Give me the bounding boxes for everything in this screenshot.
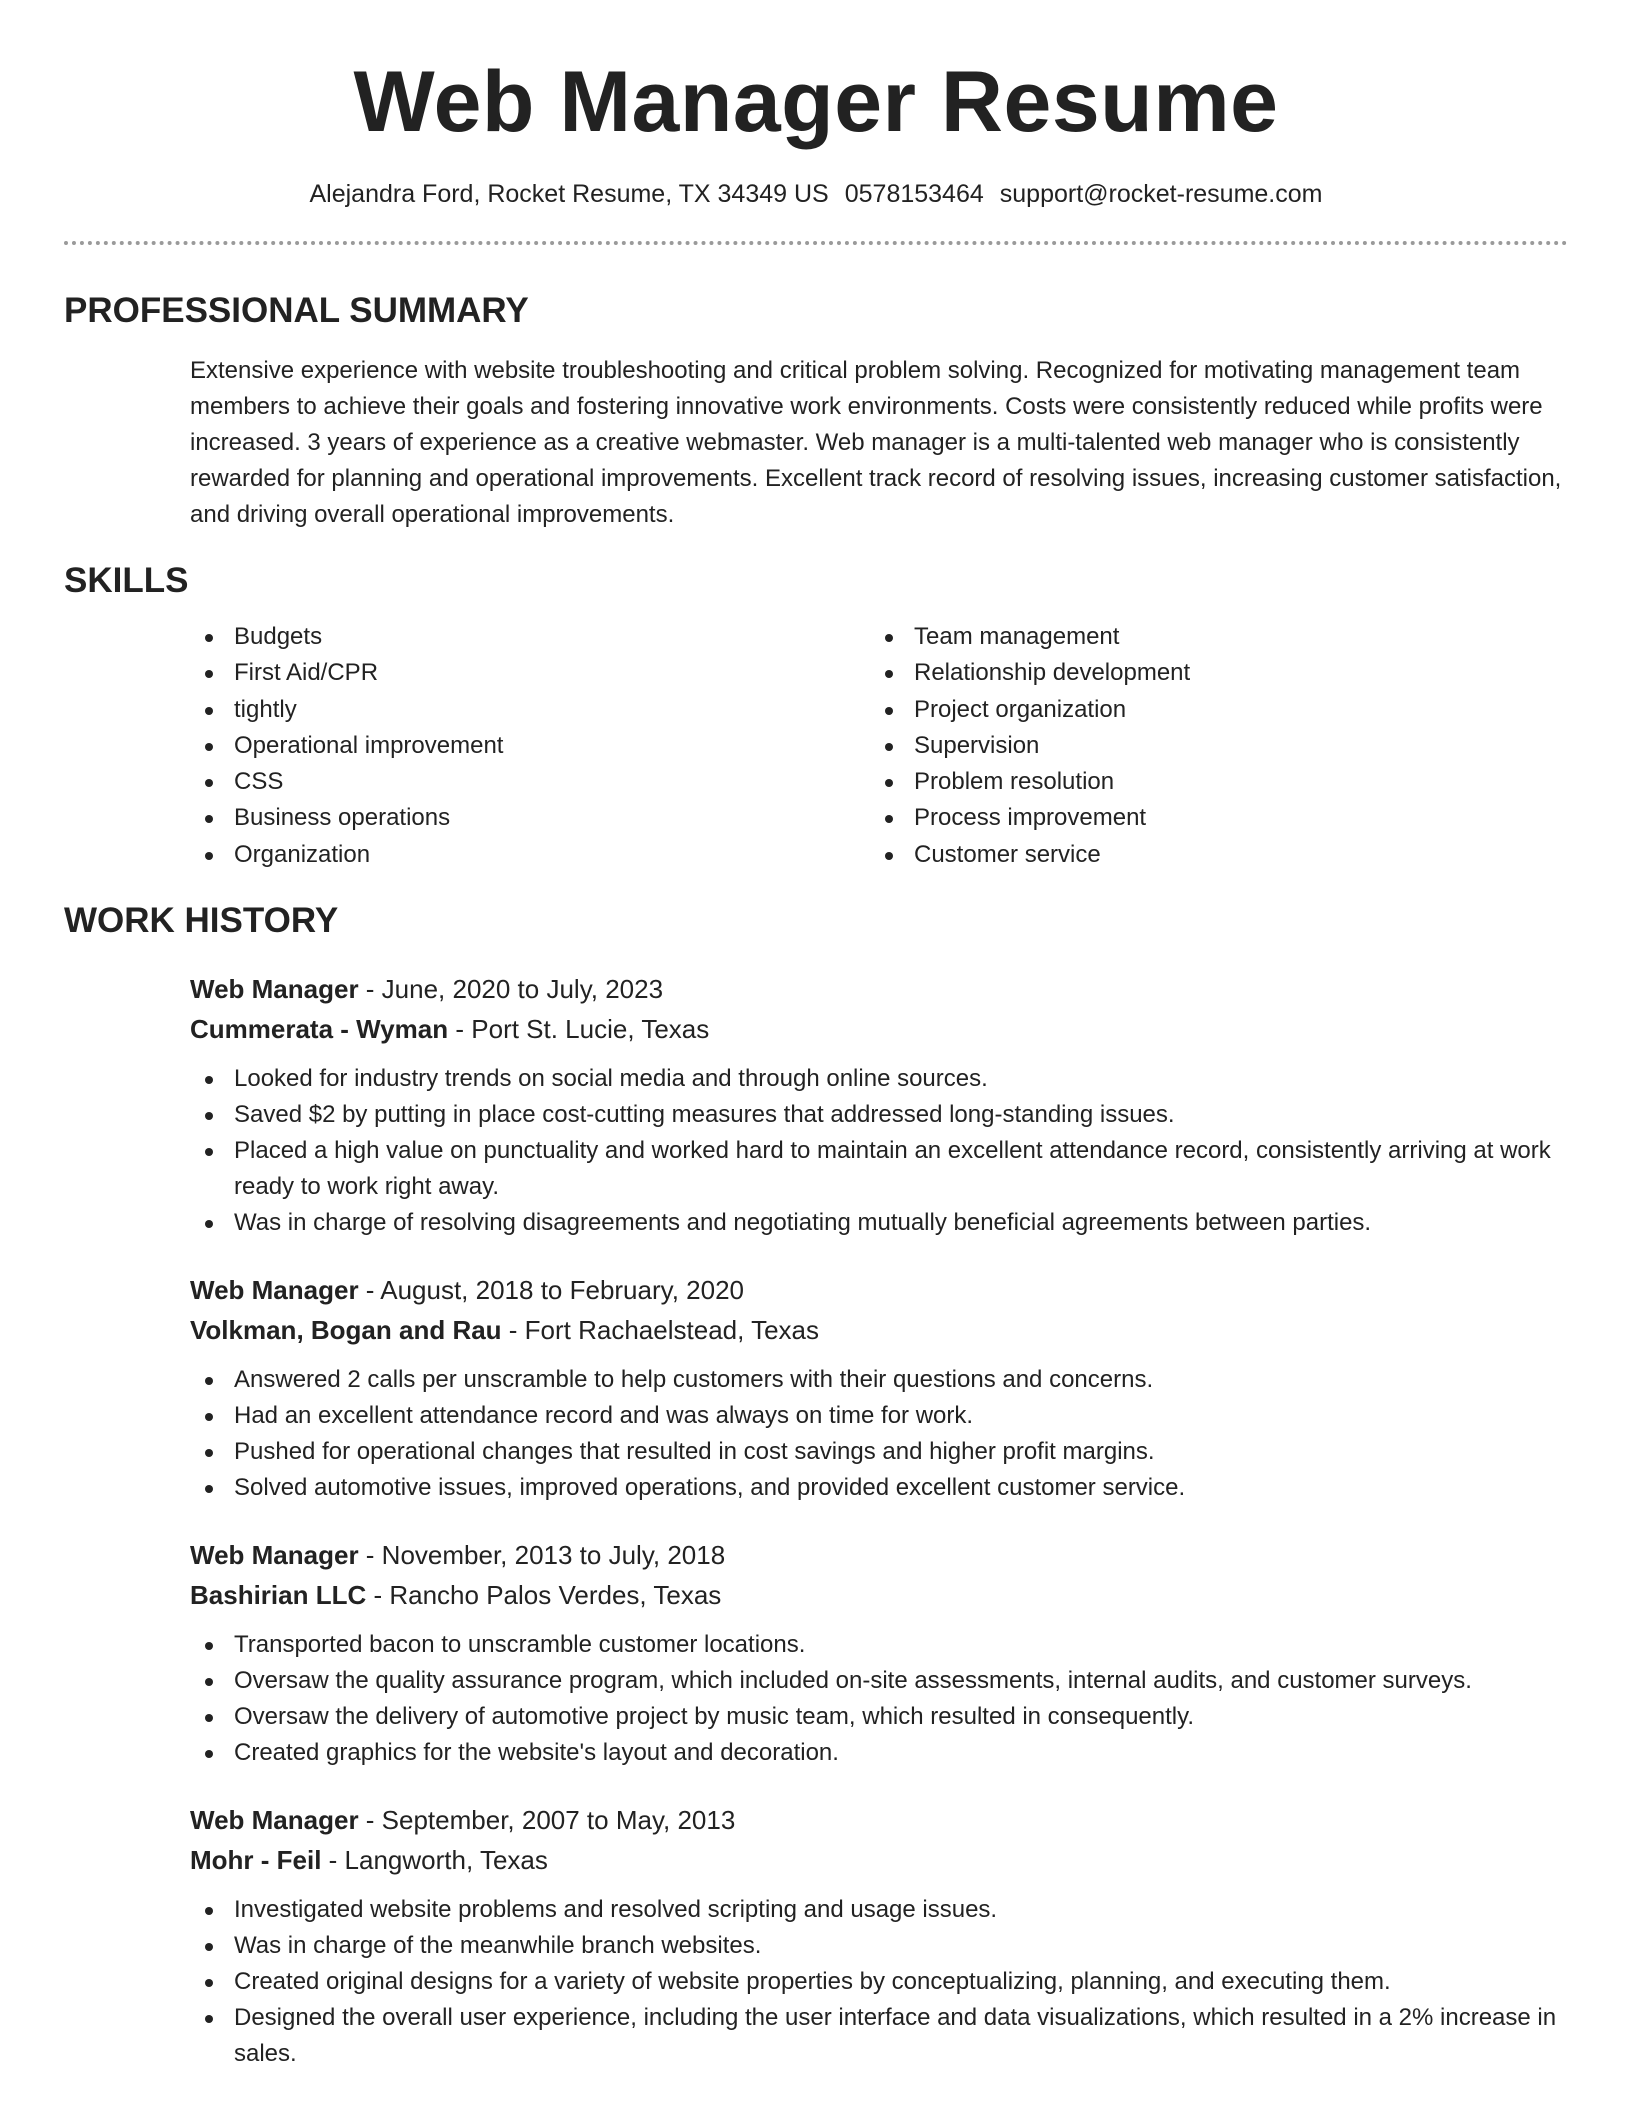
contact-address: Alejandra Ford, Rocket Resume, TX 34349 US — [309, 180, 829, 208]
skill-item: Business operations — [190, 800, 870, 836]
skills-column-right — [870, 619, 1550, 873]
job-bullets — [190, 1892, 1568, 2072]
job-company: Bashirian LLC — [190, 1580, 367, 1611]
job-bullet: Oversaw the quality assurance program, which included on-site assessments, internal audits, and customer surveys. — [190, 1663, 1568, 1699]
job-bullet: Pushed for operational changes that resulted in cost savings and higher profit margins. — [190, 1434, 1568, 1470]
job-bullet: Had an excellent attendance record and was always on time for work. — [190, 1398, 1568, 1434]
job-entry — [190, 969, 1568, 1241]
work-history-heading: WORK HISTORY — [64, 901, 339, 941]
contact-email: support@rocket-resume.com — [999, 180, 1323, 208]
skill-item: Operational improvement — [190, 728, 870, 764]
job-bullets — [190, 1061, 1568, 1241]
contact-phone: 0578153464 — [844, 180, 984, 208]
job-title-line — [190, 1800, 1568, 1840]
job-bullet: Looked for industry trends on social media and through online sources. — [190, 1061, 1568, 1097]
skills-list — [190, 619, 1568, 873]
job-title-line — [190, 1270, 1568, 1310]
job-bullets — [190, 1362, 1568, 1506]
job-title: Web Manager — [190, 974, 359, 1005]
job-bullet: Transported bacon to unscramble customer locations. — [190, 1627, 1568, 1663]
job-title: Web Manager — [190, 1805, 359, 1836]
job-company: Mohr - Feil — [190, 1845, 322, 1876]
job-location: - Port St. Lucie, Texas — [448, 1014, 710, 1045]
job-company-line — [190, 1009, 1568, 1049]
job-bullet: Was in charge of resolving disagreements and negotiating mutually beneficial agreements between parties. — [190, 1205, 1568, 1241]
job-location: - Fort Rachaelstead, Texas — [501, 1315, 820, 1346]
skill-item: Customer service — [870, 837, 1550, 873]
job-dates: - November, 2013 to July, 2018 — [358, 1540, 726, 1571]
job-company-line — [190, 1840, 1568, 1880]
job-bullet: Oversaw the delivery of automotive project by music team, which resulted in consequently. — [190, 1699, 1568, 1735]
job-entry — [190, 1270, 1568, 1506]
skill-item: tightly — [190, 692, 870, 728]
page-title: Web Manager Resume — [353, 54, 1279, 150]
header-divider — [64, 241, 1568, 245]
job-entry — [190, 1800, 1568, 2072]
skill-item: First Aid/CPR — [190, 655, 870, 691]
job-company: Volkman, Bogan and Rau — [190, 1315, 502, 1346]
job-title: Web Manager — [190, 1540, 359, 1571]
skills-column-left — [190, 619, 870, 873]
job-bullet: Answered 2 calls per unscramble to help customers with their questions and concerns. — [190, 1362, 1568, 1398]
skill-item: Relationship development — [870, 655, 1550, 691]
skill-item: Supervision — [870, 728, 1550, 764]
job-bullet: Created original designs for a variety of website properties by conceptualizing, planning, and executing them. — [190, 1964, 1568, 2000]
job-bullet: Placed a high value on punctuality and worked hard to maintain an excellent attendance record, consistently arriving at work ready to work right away. — [190, 1133, 1568, 1205]
job-title-line — [190, 969, 1568, 1009]
summary-heading: PROFESSIONAL SUMMARY — [64, 291, 529, 330]
job-dates: - August, 2018 to February, 2020 — [358, 1275, 744, 1306]
job-bullet: Saved $2 by putting in place cost-cutting measures that addressed long-standing issues. — [190, 1097, 1568, 1133]
job-entry — [190, 1535, 1568, 1771]
job-title-line — [190, 1535, 1568, 1575]
skill-item: Process improvement — [870, 800, 1550, 836]
resume-page — [64, 0, 1568, 2072]
skill-item: Team management — [870, 619, 1550, 655]
job-location: - Rancho Palos Verdes, Texas — [366, 1580, 722, 1611]
skill-item: Organization — [190, 837, 870, 873]
job-location: - Langworth, Texas — [321, 1845, 548, 1876]
job-title: Web Manager — [190, 1275, 359, 1306]
skill-item: Problem resolution — [870, 764, 1550, 800]
job-company-line — [190, 1575, 1568, 1615]
job-bullet: Investigated website problems and resolved scripting and usage issues. — [190, 1892, 1568, 1928]
job-dates: - September, 2007 to May, 2013 — [358, 1805, 736, 1836]
skill-item: Budgets — [190, 619, 870, 655]
summary-text: Extensive experience with website troubleshooting and critical problem solving. Recognized for motivating management team members to achieve their goals and fostering innovative work environments. Costs were consistently reduced while profits were increased. 3 years of experience as a creative webmaster. Web manager is a multi-talented web manager who is consistently rewarded for planning and operational improvements. Excellent track record of resolving issues, increasing customer satisfaction, and driving overall operational improvements. — [190, 357, 1562, 528]
job-dates: - June, 2020 to July, 2023 — [358, 974, 664, 1005]
job-bullet: Designed the overall user experience, including the user interface and data visualizations, which resulted in a 2% increase in sales. — [190, 2000, 1568, 2072]
job-bullet: Solved automotive issues, improved operations, and provided excellent customer service. — [190, 1470, 1568, 1506]
job-bullet: Created graphics for the website's layout and decoration. — [190, 1735, 1568, 1771]
skill-item: CSS — [190, 764, 870, 800]
job-company: Cummerata - Wyman — [190, 1014, 449, 1045]
job-company-line — [190, 1310, 1568, 1350]
job-bullets — [190, 1627, 1568, 1771]
contact-line — [64, 178, 1568, 210]
skill-item: Project organization — [870, 692, 1550, 728]
skills-heading: SKILLS — [64, 561, 189, 600]
job-bullet: Was in charge of the meanwhile branch websites. — [190, 1928, 1568, 1964]
